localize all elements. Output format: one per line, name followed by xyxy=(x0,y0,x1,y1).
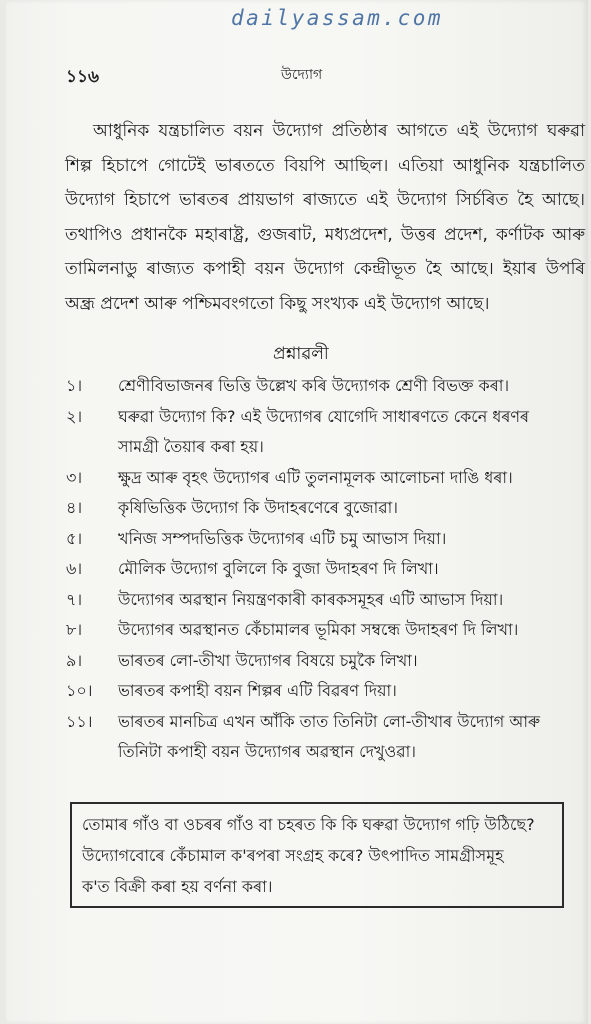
question-number: ৭। xyxy=(66,589,83,609)
question-text: মৌলিক উদ্যোগ বুলিলে কি বুজা উদাহৰণ দি লিখা। xyxy=(118,559,439,578)
question-text: সামগ্ৰী তৈয়াৰ কৰা হয়। xyxy=(118,437,264,456)
question-item xyxy=(66,585,586,616)
question-number: ৮। xyxy=(66,620,83,639)
book-page xyxy=(6,0,588,1024)
question-item xyxy=(66,493,586,524)
paragraph-line: তথাপিও প্ৰধানকৈ মহাৰাষ্ট্ৰ, গুজৰাট, মধ্যপ্ৰদেশ, উত্তৰ প্ৰদেশ, কৰ্ণাটক আৰু xyxy=(65,224,585,245)
question-number: ৫। xyxy=(66,528,83,548)
question-item xyxy=(66,371,586,402)
question-text: কৃষিভিত্তিক উদ্যোগ কি উদাহৰণেৰে বুজোৱা। xyxy=(118,498,398,517)
question-item xyxy=(66,463,586,494)
question-item xyxy=(66,676,586,707)
paragraph-line: অন্ধ্ৰ প্ৰদেশ আৰু পশ্চিমবংগতো কিছু সংখ্যক এই উদ্যোগ আছে। xyxy=(65,293,490,314)
question-text: শ্ৰেণীবিভাজনৰ ভিত্তি উল্লেখ কৰি উদ্যোগক শ্ৰেণী বিভক্ত কৰা। xyxy=(118,376,510,395)
question-item xyxy=(66,554,586,585)
question-item xyxy=(66,707,586,768)
activity-line: উদ্যোগবোৰে কেঁচামাল ক'ৰপৰা সংগ্ৰহ কৰে? উৎপাদিত সামগ্ৰীসমূহ xyxy=(82,846,504,865)
watermark: dailyassam.com xyxy=(231,6,444,30)
question-number: ৩। xyxy=(66,467,83,487)
question-text: ভাৰতৰ লো-তীখা উদ্যোগৰ বিষয়ে চমুকৈ লিখা। xyxy=(118,650,418,670)
question-item xyxy=(66,615,586,646)
question-number: ৬। xyxy=(66,559,83,578)
question-number: ২। xyxy=(66,406,83,426)
question-list xyxy=(66,371,586,768)
question-text: ঘৰুৱা উদ্যোগ কি? এই উদ্যোগৰ যোগেদি সাধাৰণতে কেনে ধৰণৰ xyxy=(118,406,530,426)
question-text: ভাৰতৰ মানচিত্ৰ এখন আঁকি তাত তিনিটা লো-তীখাৰ উদ্যোগ আৰু xyxy=(118,711,541,731)
question-number: ১০। xyxy=(66,681,93,700)
body-paragraph xyxy=(65,114,585,321)
question-number: ৯। xyxy=(66,650,83,670)
activity-line: ক'ত বিক্ৰী কৰা হয় বৰ্ণনা কৰা। xyxy=(82,877,273,896)
page-number: ১১৬ xyxy=(66,67,100,87)
paragraph-line: আধুনিক যন্ত্ৰচালিত বয়ন উদ্যোগ প্ৰতিষ্ঠাৰ আগতে এই উদ্যোগ ঘৰুৱা xyxy=(93,121,585,141)
question-item xyxy=(66,524,586,555)
exercise-title: প্ৰশ্নাৱলী xyxy=(273,344,329,364)
activity-line: তোমাৰ গাঁও বা ওচৰৰ গাঁও বা চহৰত কি কি ঘৰুৱা উদ্যোগ গঢ়ি উঠিছে? xyxy=(82,815,535,834)
question-number: ১। xyxy=(66,376,83,395)
question-number: ৪। xyxy=(66,498,83,517)
question-item xyxy=(66,646,586,677)
question-text: উদ্যোগৰ অৱস্থান নিয়ন্ত্ৰণকাৰী কাৰকসমূহৰ এটি আভাস দিয়া। xyxy=(118,589,504,609)
question-text: খনিজ সম্পদভিত্তিক উদ্যোগৰ এটি চমু আভাস দিয়া। xyxy=(118,528,447,548)
question-text: তিনিটা কপাহী বয়ন উদ্যোগৰ অৱস্থান দেখুওৱা। xyxy=(118,742,417,761)
running-head: উদ্যোগ xyxy=(281,67,323,83)
question-text: উদ্যোগৰ অৱস্থানত কেঁচামালৰ ভূমিকা সম্বন্ধে উদাহৰণ দি লিখা। xyxy=(118,620,519,639)
paragraph-line: উদ্যোগ হিচাপে ভাৰতৰ প্ৰায়ভাগ ৰাজ্যতে এই উদ্যোগ সিৰ্চৰিত হৈ আছে। xyxy=(65,190,585,210)
paragraph-line: তামিলনাডু ৰাজ্যত কপাহী বয়ন উদ্যোগ কেন্দ্ৰীভূত হৈ আছে। ইয়াৰ উপৰি xyxy=(65,259,585,279)
activity-box xyxy=(70,802,564,908)
question-text: ক্ষুদ্ৰ আৰু বৃহৎ উদ্যোগৰ এটি তুলনামূলক আলোচনা দাঙি ধৰা। xyxy=(118,467,513,487)
question-number: ১১। xyxy=(66,711,93,731)
question-text: ভাৰতৰ কপাহী বয়ন শিল্পৰ এটি বিৱৰণ দিয়া। xyxy=(118,681,397,700)
paragraph-line: শিল্প হিচাপে গোটেই ভাৰততে বিয়পি আছিল। এতিয়া আধুনিক যন্ত্ৰচালিত xyxy=(65,155,585,176)
question-item xyxy=(66,402,586,463)
